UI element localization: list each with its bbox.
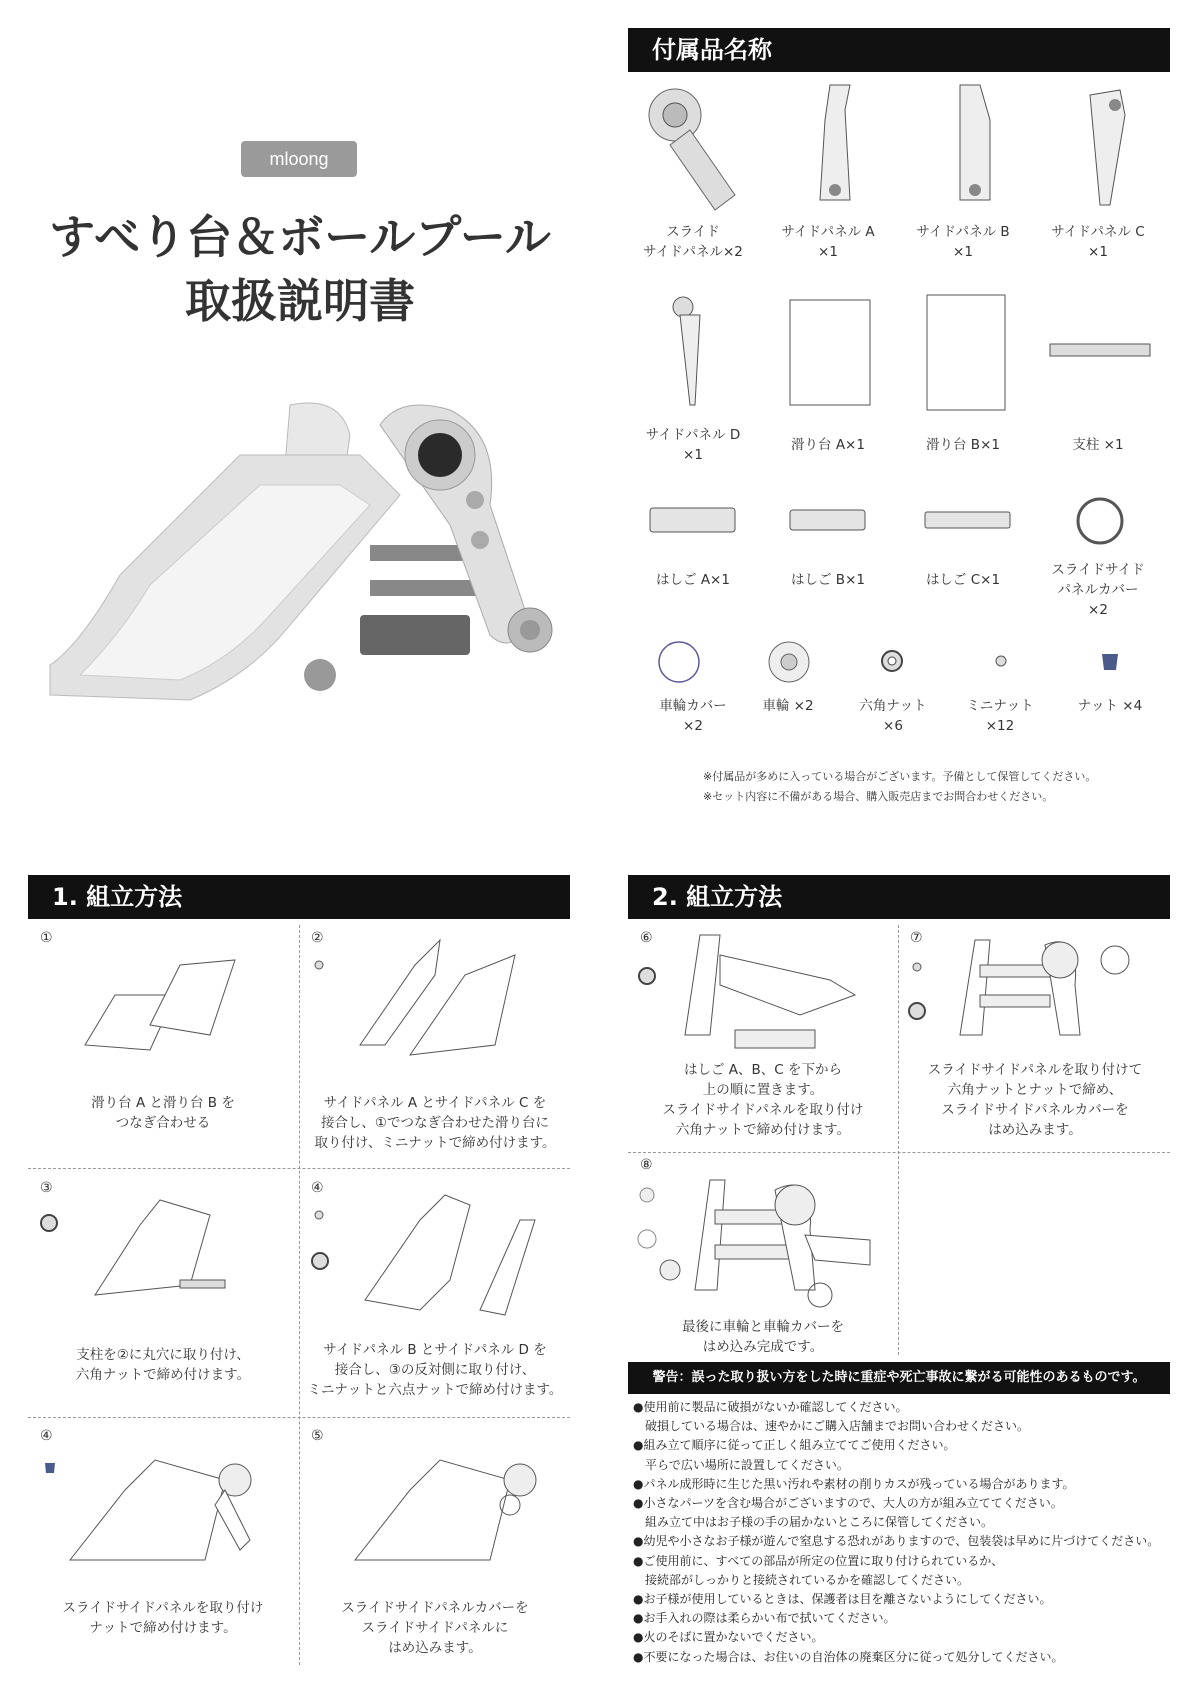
step-caption: サイドパネル A とサイドパネル C を 接合し、①でつなぎ合わせた滑り台に 取り付け、ミニナットで締め付けます。 <box>314 1095 556 1151</box>
parts-header-label: 付属品名称 <box>652 36 772 64</box>
mini-nut-icon <box>994 654 1008 668</box>
hex-nut-icon <box>879 648 905 674</box>
warning-item: ●小さなパーツを含む場合がございますので、大人の方が組み立ててください。 <box>633 1496 1063 1511</box>
slide-b-icon <box>915 290 1015 415</box>
parts-note: ※付属品が多めに入っている場合がございます。予備として保管してください。 <box>703 770 1097 783</box>
warning-item: 組み立て中はお子様の手の届かないところに保管してください。 <box>633 1515 994 1530</box>
warning-item: ●ご使用前に、すべての部品が所定の位置に取り付けられているか、 <box>633 1553 1004 1568</box>
assembly1-header-label: 1. 組立方法 <box>52 883 183 911</box>
parts-header <box>628 28 1170 72</box>
warning-item: ●組み立て順序に従って正しく組み立ててご使用ください。 <box>633 1438 956 1453</box>
part-caption: サイドパネル A ×1 <box>781 224 875 260</box>
part-caption: スライドサイド パネルカバー ×2 <box>1051 562 1145 618</box>
side-panel-a-icon <box>800 80 880 210</box>
title-line1: すべり台＆ボールプール <box>49 210 551 264</box>
slide-side-panel-cover-icon <box>1070 495 1130 547</box>
mini-nut-icon <box>910 960 924 974</box>
step-number: ③ <box>40 1180 53 1196</box>
brand-name: mloong <box>269 149 329 169</box>
hex-nut-icon <box>38 1212 60 1234</box>
step-number: ④ <box>40 1428 53 1444</box>
step-caption: 支柱を②に丸穴に取り付け、 六角ナットで締め付けます。 <box>75 1347 251 1383</box>
divider <box>28 1168 570 1169</box>
parts-notes <box>703 767 1096 807</box>
warning-item: 接続部がしっかりと接続されているかを確認してください。 <box>633 1572 970 1587</box>
warning-header-label: 警告：誤った取り扱い方をした時に重症や死亡事故に繋がる可能性のあるものです。 <box>652 1370 1146 1385</box>
warning-item: 破損している場合は、速やかにご購入店舗までお問い合わせください。 <box>633 1419 1030 1434</box>
part-caption: はしご B×1 <box>791 572 865 588</box>
step-number: ② <box>311 930 324 946</box>
slide-a-icon <box>780 295 880 410</box>
part-caption: スライド サイドパネル×2 <box>643 224 743 260</box>
hex-nut-icon <box>906 1000 928 1022</box>
warning-item: ●使用前に製品に破損がないか確認してください。 <box>633 1400 908 1414</box>
ladder-b-icon <box>785 505 870 535</box>
wheel-cover-icon <box>637 1185 657 1205</box>
part-caption: はしご A×1 <box>656 572 730 588</box>
part-caption: 支柱 ×1 <box>1072 437 1124 453</box>
assembly2-header-label: 2. 組立方法 <box>652 883 783 911</box>
part-caption: ミニナット ×12 <box>966 698 1034 734</box>
step5-illustration <box>65 1450 275 1570</box>
step-number: ⑥ <box>640 930 653 946</box>
step4-illustration <box>360 1190 550 1320</box>
step-number: ① <box>40 930 53 946</box>
page-title <box>20 205 580 333</box>
parts-note: ※セット内容に不備がある場合、購入販売店までお問合わせください。 <box>703 790 1054 803</box>
step6b-illustration <box>680 925 860 1055</box>
ladder-c-icon <box>920 508 1015 532</box>
product-illustration <box>40 395 560 715</box>
step-number: ④ <box>311 1180 324 1196</box>
warning-item: ●幼児や小さなお子様が遊んで窒息する恐れがありますので、包装袋は早めに片づけてください。 <box>633 1534 1160 1549</box>
brand-logo <box>241 141 357 177</box>
assembly2-header <box>628 875 1170 919</box>
step2-illustration <box>355 935 555 1060</box>
divider <box>628 1152 1170 1153</box>
part-caption: ナット ×4 <box>1077 698 1143 714</box>
warning-item: ●パネル成形時に生じた黒い汚れや素材の削りカスが残っている場合があります。 <box>633 1476 1075 1491</box>
side-panel-c-icon <box>1070 85 1150 210</box>
ladder-a-icon <box>645 503 740 537</box>
nut-icon <box>42 1460 58 1476</box>
part-caption: 六角ナット ×6 <box>859 698 927 734</box>
step-caption: 滑り台 A と滑り台 B を つなぎ合わせる <box>91 1095 235 1131</box>
hex-nut-icon <box>636 965 658 987</box>
nut-icon <box>1098 648 1122 674</box>
pillar-icon <box>1045 337 1155 363</box>
part-caption: 滑り台 B×1 <box>926 437 1000 453</box>
warning-item: ●不要になった場合は、お住いの自治体の廃棄区分に従って処分してください。 <box>633 1649 1064 1664</box>
divider <box>28 1417 570 1418</box>
warning-item: ●火のそばに置かないでください。 <box>633 1630 824 1645</box>
warning-item: 平らで広い場所に設置してください。 <box>633 1457 849 1472</box>
mini-nut-icon <box>312 958 326 972</box>
part-caption: サイドパネル B ×1 <box>916 224 1010 260</box>
part-caption: サイドパネル C ×1 <box>1051 224 1145 260</box>
part-caption: 滑り台 A×1 <box>791 437 865 453</box>
part-caption: はしご C×1 <box>925 572 1001 588</box>
divider <box>299 925 300 1665</box>
divider <box>898 925 899 1355</box>
slide-side-panel-icon <box>640 85 750 215</box>
step-caption: スライドサイドパネルを取り付け ナットで締め付けます。 <box>62 1600 264 1636</box>
part-caption: 車輪 ×2 <box>762 698 814 714</box>
part-caption: 車輪カバー ×2 <box>659 698 727 734</box>
side-panel-b-icon <box>935 80 1015 210</box>
step1-illustration <box>80 955 240 1055</box>
step7-illustration <box>950 925 1150 1045</box>
step-caption: 最後に車輪と車輪カバーを はめ込み完成です。 <box>682 1319 844 1355</box>
assembly1-header <box>28 875 570 919</box>
step-caption: スライドサイドパネルカバーを スライドサイドパネルに はめ込みます。 <box>341 1600 529 1656</box>
mini-nut-icon <box>312 1208 326 1222</box>
step-number: ⑦ <box>910 930 923 946</box>
step-caption: スライドサイドパネルを取り付けて 六角ナットとナットで締め、 スライドサイドパネルカバーを はめ込みます。 <box>927 1062 1143 1138</box>
warning-list <box>633 1398 1168 1667</box>
hex-nut-icon <box>309 1250 331 1272</box>
step8-illustration <box>655 1160 885 1315</box>
side-panel-d-icon <box>665 295 725 410</box>
warning-item: ●お子様が使用しているときは、保護者は目を離さないようにしてください。 <box>633 1592 1052 1607</box>
wheel-icon <box>765 638 813 686</box>
step-caption: サイドパネル B とサイドパネル D を 接合し、③の反対側に取り付け、 ミニナットと六点ナットで締め付けます。 <box>307 1342 563 1398</box>
warning-header <box>628 1362 1170 1394</box>
step3-illustration <box>90 1195 240 1305</box>
wheel-cover-icon <box>655 638 703 686</box>
warning-item: ●お手入れの際は柔らかい布で拭いてください。 <box>633 1611 896 1626</box>
part-caption: サイドパネル D ×1 <box>645 427 741 463</box>
step-caption: はしご A、B、C を下から 上の順に置きます。 スライドサイドパネルを取り付け 六角ナットで締め付けます。 <box>662 1062 864 1138</box>
title-line2: 取扱説明書 <box>185 274 415 328</box>
step-number: ⑧ <box>640 1157 653 1173</box>
step-number: ⑤ <box>311 1428 324 1444</box>
step6-illustration <box>350 1450 560 1570</box>
